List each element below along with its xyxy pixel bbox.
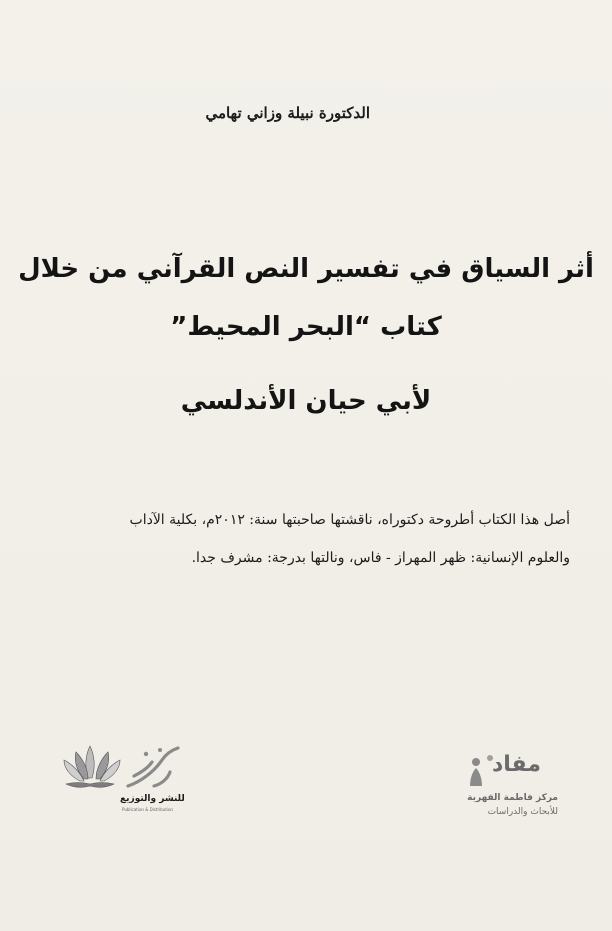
book-title-line-3: لأبي حيان الأندلسي (180, 386, 432, 416)
mufad-line-1: مركز فاطمة الفهرية (467, 793, 558, 803)
rikaz-brand-text: للنشر والتوزيع (120, 794, 185, 804)
author-name: الدكتورة نبيلة وزاني تهامي (205, 104, 370, 122)
description-line-2: والعلوم الإنسانية: ظهر المهراز - فاس، ونالتها بدرجة: مشرف جدا. (191, 550, 570, 566)
rikaz-publisher-logo (58, 742, 188, 814)
mufad-line-2: للأبحاث والدراسات (487, 807, 558, 817)
mufad-center-logo (452, 748, 562, 826)
lotus-icon (58, 742, 188, 798)
book-title-line-2: كتاب “البحر المحيط” (170, 312, 442, 342)
book-title-line-1: أثر السياق في تفسير النص القرآني من خلال (18, 254, 594, 284)
mufad-logo-text: مفاد (492, 752, 542, 777)
rikaz-sub-text: Publication & Distribution (122, 807, 173, 812)
description-line-1: أصل هذا الكتاب أطروحة دكتوراه، ناقشتها صاحبتها سنة: ٢٠١٢م، بكلية الآداب (129, 512, 570, 528)
